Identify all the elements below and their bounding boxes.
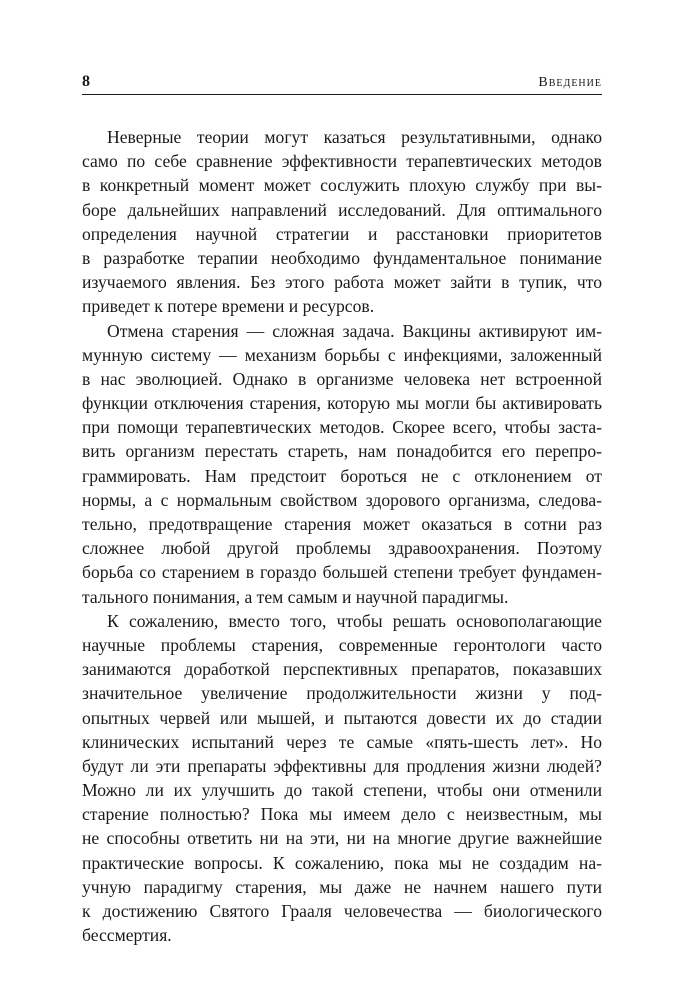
- text-line: Отмена старения — сложная задача. Вакцины активируют им-: [107, 320, 602, 341]
- text-line: занимаются доработкой перспективных препаратов, показавших: [82, 659, 602, 680]
- text-line: Можно ли их улучшить до такой степени, чтобы они отменили: [82, 780, 602, 801]
- body-text: [82, 125, 602, 947]
- text-line: нормы, а с нормальным свойством здорового организма, следова-: [82, 489, 602, 510]
- text-line: К сожалению, вместо того, чтобы решать основополагающие: [107, 610, 602, 631]
- text-line: функции отключения старения, которую мы могли бы активировать: [82, 393, 602, 414]
- chapter-title: Введение: [538, 75, 602, 90]
- text-line: клинических испытаний через те самые «пять-шесть лет». Но: [82, 731, 602, 752]
- text-line: в нас эволюцией. Однако в организме человека нет встроенной: [82, 368, 602, 389]
- text-line: определения научной стратегии и расстановки приоритетов: [82, 223, 602, 244]
- page-number: 8: [82, 73, 90, 90]
- text-line: тального понимания, а тем самым и научной парадигмы.: [82, 586, 509, 607]
- text-line: сложнее любой другой проблемы здравоохранения. Поэтому: [82, 538, 602, 559]
- text-line: научные проблемы старения, современные геронтологи часто: [82, 634, 602, 655]
- text-line: в конкретный момент может сослужить плохую службу при вы-: [82, 175, 602, 196]
- paragraph: [82, 125, 602, 319]
- text-line: опытных червей или мышей, и пытаются довести их до стадии: [82, 707, 602, 728]
- running-header: [82, 72, 602, 95]
- text-line: в разработке терапии необходимо фундаментальное понимание: [82, 247, 602, 268]
- text-line: приведет к потере времени и ресурсов.: [82, 296, 375, 317]
- text-line: при помощи терапевтических методов. Скорее всего, чтобы застa-: [82, 417, 602, 438]
- text-line: бессмертия.: [82, 925, 172, 946]
- text-line: будут ли эти препараты эффективны для продления жизни людей?: [82, 755, 602, 776]
- text-line: Неверные теории могут казаться результативными, однако: [107, 127, 602, 147]
- text-line: боре дальнейших направлений исследований. Для оптимального: [82, 199, 602, 220]
- text-line: граммировать. Нам предстоит бороться не с отклонением от: [82, 465, 602, 486]
- text-line: тельно, предотвращение старения может оказаться в сотни раз: [82, 514, 602, 534]
- text-line: к достижению Святого Грааля человечества — биологического: [82, 901, 602, 921]
- text-line: вить организм перестать стареть, нам понадобится его перепро-: [82, 441, 602, 462]
- text-line: практические вопросы. К сожалению, пока мы не создадим на-: [82, 852, 602, 873]
- text-line: мунную систему — механизм борьбы с инфекциями, заложенный: [82, 344, 602, 365]
- text-line: борьба со старением в гораздо большей степени требует фундамен-: [82, 562, 602, 583]
- text-line: изучаемого явления. Без этого работа может зайти в тупик, что: [82, 272, 602, 293]
- text-line: не способны ответить ни на эти, ни на многие другие важнейшие: [82, 828, 602, 849]
- text-line: старение полностью? Пока мы имеем дело с неизвестным, мы: [82, 804, 602, 825]
- text-line: учную парадигму старения, мы даже не начнем нашего пути: [82, 876, 602, 897]
- text-line: значительное увеличение продолжительности жизни у под-: [82, 683, 602, 704]
- paragraph: [82, 319, 602, 609]
- text-line: само по себе сравнение эффективности терапевтических методов: [82, 151, 602, 172]
- paragraph: [82, 609, 602, 948]
